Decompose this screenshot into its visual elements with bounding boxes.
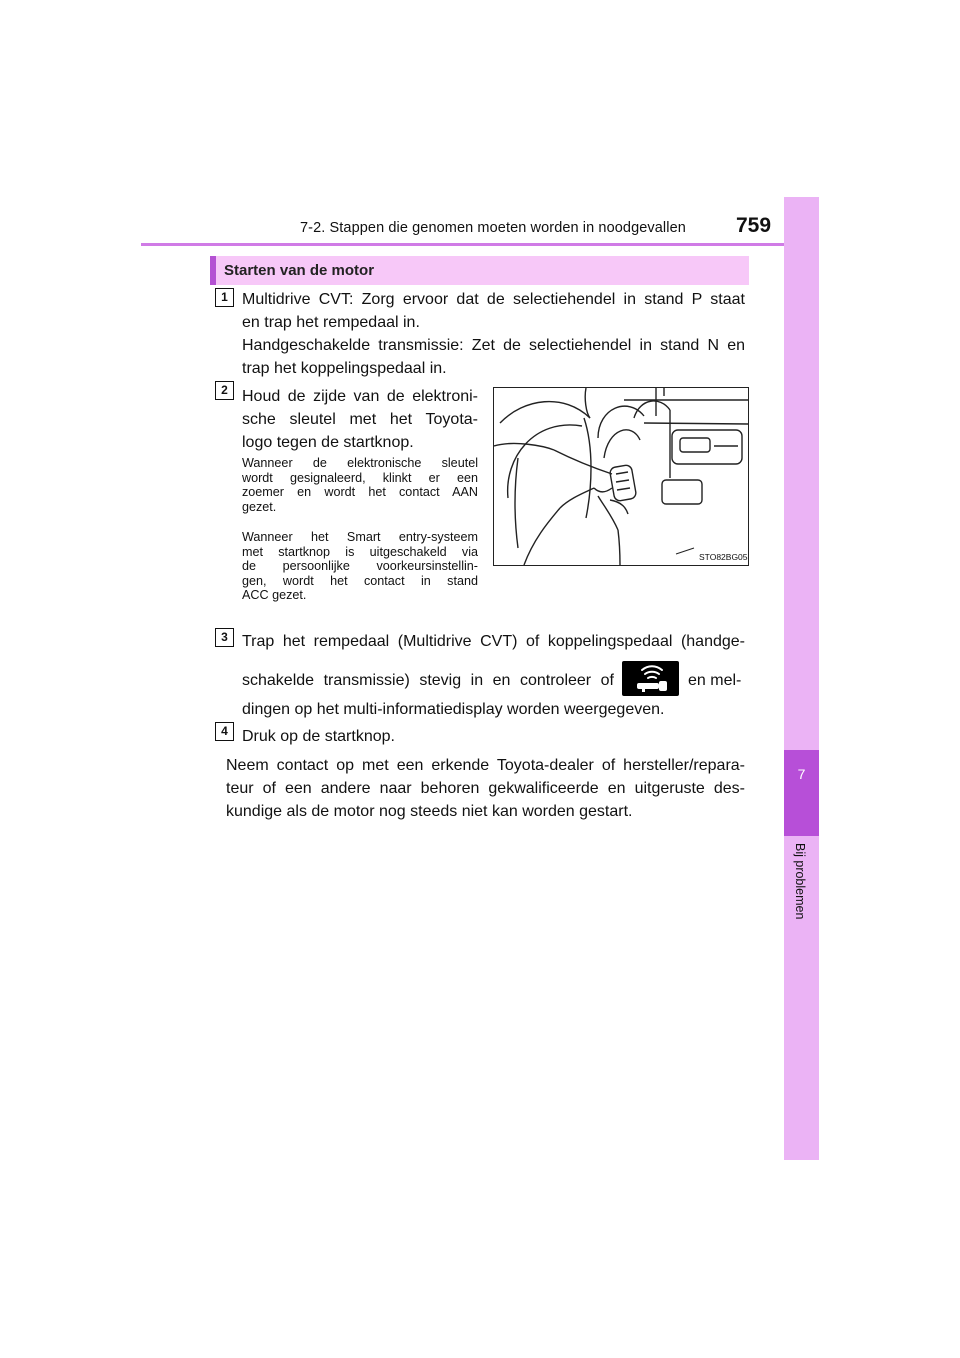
step-1-number: 1: [215, 288, 234, 307]
step-3-line-3: dingen op het multi-informatiedisplay worden weergegeven.: [242, 701, 665, 718]
closing-line-1: Neem contact op met een erkende Toyota-dealer of hersteller/repara-: [226, 757, 745, 774]
step-2-note-1-line-2: wordt gesignaleerd, klinkt er een: [242, 470, 478, 485]
section-heading-accent: [210, 256, 216, 285]
chapter-tab-top: [784, 197, 819, 750]
step-3-line-2b: en mel-: [688, 672, 742, 689]
chapter-tab-active: [784, 750, 819, 836]
smart-key-indicator-icon: [622, 661, 679, 696]
illustration-code: STO82BG058: [699, 552, 748, 562]
step-2-line-2: sche sleutel met het Toyota-: [242, 411, 478, 428]
step-2-note-1-line-3: zoemer en wordt het contact AAN: [242, 485, 478, 499]
step-2-note-2-line-5: ACC gezet.: [242, 588, 307, 602]
illustration-drawing: [494, 388, 748, 565]
header-divider: [141, 243, 819, 246]
step-1-line-1: Multidrive CVT: Zorg ervoor dat de selectiehendel in stand P staat: [242, 291, 745, 308]
step-2-note-2-line-1: Wanneer het Smart entry-systeem: [242, 530, 478, 544]
step-2-note-2-line-4: gen, wordt het contact in stand: [242, 573, 478, 588]
step-2-line-1: Houd de zijde van de elektroni-: [242, 388, 478, 405]
step-1-line-3: Handgeschakelde transmissie: Zet de selectiehendel in stand N en: [242, 337, 745, 354]
step-3-number: 3: [215, 628, 234, 647]
step-3-line-1: Trap het rempedaal (Multidrive CVT) of koppelingspedaal (handge-: [242, 633, 745, 650]
step-4-line: Druk op de startknop.: [242, 728, 395, 745]
step-2-note-1-line-1: Wanneer de elektronische sleutel: [242, 456, 478, 470]
chapter-label-text: Bij problemen: [793, 843, 807, 920]
step-2-note-1-line-4: gezet.: [242, 499, 277, 514]
step-2-note-2-line-3: de persoonlijke voorkeursinstellin-: [242, 559, 478, 573]
step-4-number: 4: [215, 722, 234, 741]
chapter-number: 7: [797, 766, 806, 782]
chapter-label: [779, 843, 821, 933]
closing-line-2: teur of een andere naar behoren gekwalificeerde en uitgeruste des-: [226, 780, 745, 797]
step-2-note-2-line-2: met startknop is uitgeschakeld via: [242, 544, 478, 559]
header-section-title: 7-2. Stappen die genomen moeten worden in noodgevallen: [300, 220, 686, 236]
closing-line-3: kundige als de motor nog steeds niet kan worden gestart.: [226, 803, 633, 820]
step-2-line-3: logo tegen de startknop.: [242, 434, 414, 451]
section-title: Starten van de motor: [224, 262, 375, 279]
step-1-line-4: trap het koppelingspedaal in.: [242, 360, 447, 377]
step-1-line-2: en trap het rempedaal in.: [242, 314, 420, 331]
step-2-number: 2: [215, 381, 234, 400]
illustration-key-on-start-button: [493, 387, 749, 566]
step-3-line-2a: schakelde transmissie) stevig in en controleer of: [242, 672, 614, 689]
page-number: 759: [736, 214, 772, 237]
